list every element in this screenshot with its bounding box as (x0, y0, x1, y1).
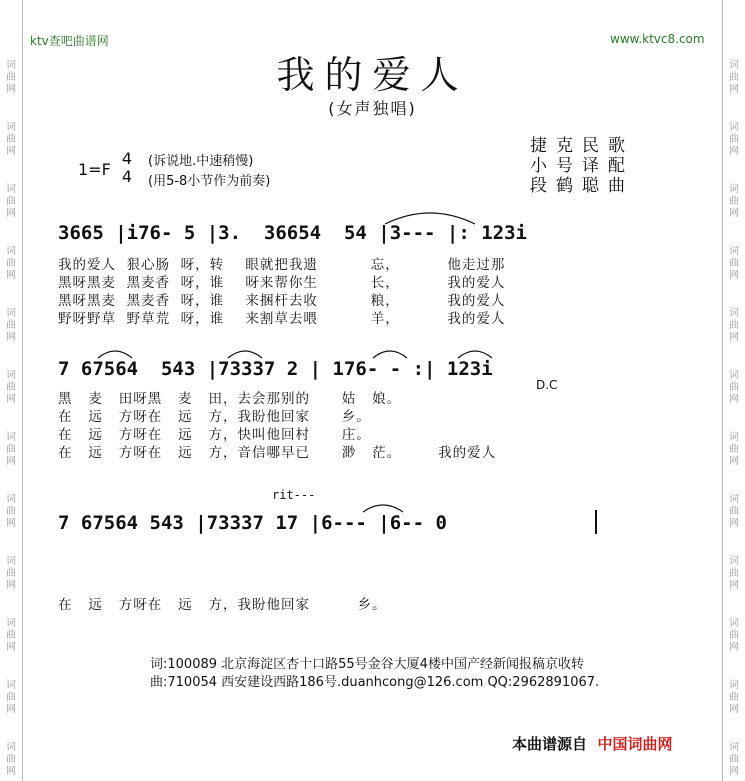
watermark-text: 词 曲 网 (6, 122, 16, 157)
lyric-line: 黑呀黑麦 黑麦香 呀，谁 呀来帮你生 长， 我的爱人 (58, 275, 506, 291)
score-row-2-lyrics (58, 390, 496, 462)
watermark-text: 词 曲 网 (6, 308, 16, 343)
watermark-text: 词 曲 网 (729, 556, 739, 591)
credit-line: 小号译配 (530, 156, 634, 176)
slur-row-2b (225, 346, 265, 360)
watermark-text: 词 曲 网 (6, 494, 16, 529)
watermark-text: 词 曲 网 (729, 680, 739, 715)
watermark-text: 词 曲 网 (729, 60, 739, 95)
composer-contact: 曲:710054 西安建设西路186号.duanhcong@126.com QQ:2962891067. (150, 675, 600, 690)
lyric-line: 黑 麦 田呀黑 麦 田，去会那别的 姑 娘。 (58, 391, 402, 407)
slur-row-2d (455, 346, 495, 360)
lyricist-contact: 词:100089 北京海淀区杏十口路55号金谷大厦4楼中国产经新闻报稿京收转 (150, 657, 584, 672)
song-title: 我的爱人 (276, 53, 469, 97)
time-top: 4 (121, 149, 133, 168)
watermark-text: 词 曲 网 (729, 122, 739, 157)
slur-row-1 (380, 208, 480, 226)
watermark-text: 词 曲 网 (6, 742, 16, 777)
score-row-3-notes: 7 67564 543 |73337 17 |6--- |6-- 0 (58, 512, 447, 534)
lyric-line: 黑呀黑麦 黑麦香 呀，谁 来捆杆去收 粮， 我的爱人 (58, 293, 506, 309)
watermark-text: 词 曲 网 (729, 432, 739, 467)
key-signature: 1=F (78, 160, 111, 179)
time-signature (120, 150, 134, 186)
watermark-text: 词 曲 网 (6, 60, 16, 95)
source-label: 本曲谱源自 (512, 735, 588, 753)
score-row-1-lyrics (58, 256, 505, 328)
site-name-left[interactable]: ktv查吧曲谱网 (30, 34, 109, 48)
song-subtitle: (女声独唱) (328, 99, 417, 118)
watermark-text: 词 曲 网 (6, 618, 16, 653)
watermark-text: 词 曲 网 (729, 618, 739, 653)
score-row-1-notes: 3665 |i76- 5 |3. 36654 54 |3--- |: 123i (58, 222, 527, 244)
watermark-text: 词 曲 网 (6, 246, 16, 281)
watermark-text: 词 曲 网 (729, 246, 739, 281)
lyric-line: 野呀野草 野草荒 呀，谁 来割草去喂 羊， 我的爱人 (58, 311, 506, 327)
da-capo-mark: D.C (536, 378, 558, 392)
score-row-3-lyrics: 在 远 方呀在 远 方，我盼他回家 乡。 (58, 597, 387, 613)
contact-info (150, 656, 599, 692)
watermark-text: 词 曲 网 (6, 432, 16, 467)
credit-line: 捷克民歌 (530, 136, 634, 156)
credits (530, 136, 634, 196)
watermark-text: 词 曲 网 (729, 308, 739, 343)
slur-row-2a (95, 346, 135, 360)
source-site-link[interactable]: 中国词曲网 (597, 735, 673, 753)
watermark-text: 词 曲 网 (6, 556, 16, 591)
watermark-text: 词 曲 网 (729, 184, 739, 219)
watermark-text: 词 曲 网 (729, 494, 739, 529)
watermark-text: 词 曲 网 (6, 680, 16, 715)
watermark-text: 词 曲 网 (6, 184, 16, 219)
slur-row-3 (360, 500, 406, 514)
lyric-line: 在 远 方呀在 远 方，快叫他回村 庄。 (58, 427, 371, 443)
score-row-2-notes: 7 67564 543 |73337 2 | 176- - :| 123i (58, 358, 493, 380)
tempo-text: (诉说地.中速稍慢) (148, 154, 254, 169)
lyric-line: 在 远 方呀在 远 方，音信哪早已 渺 茫。 我的爱人 (58, 445, 497, 461)
tempo-marking (148, 152, 270, 192)
ritardando-mark: rit--- (272, 488, 316, 502)
time-bottom: 4 (121, 167, 133, 186)
watermark-text: 词 曲 网 (729, 742, 739, 777)
slur-row-2c (370, 346, 410, 360)
site-url-right[interactable]: www.ktvc8.com (610, 32, 705, 46)
final-barline (595, 510, 597, 534)
watermark-text: 词 曲 网 (6, 370, 16, 405)
source-credit (512, 733, 672, 754)
watermark-text: 词 曲 网 (729, 370, 739, 405)
prelude-note: (用5-8小节作为前奏) (148, 174, 271, 189)
credit-line: 段鹤聪曲 (530, 176, 634, 196)
lyric-line: 我的爱人 狠心肠 呀，转 眼就把我遗 忘， 他走过那 (58, 257, 506, 273)
lyric-line: 在 远 方呀在 远 方，我盼他回家 乡。 (58, 409, 371, 425)
